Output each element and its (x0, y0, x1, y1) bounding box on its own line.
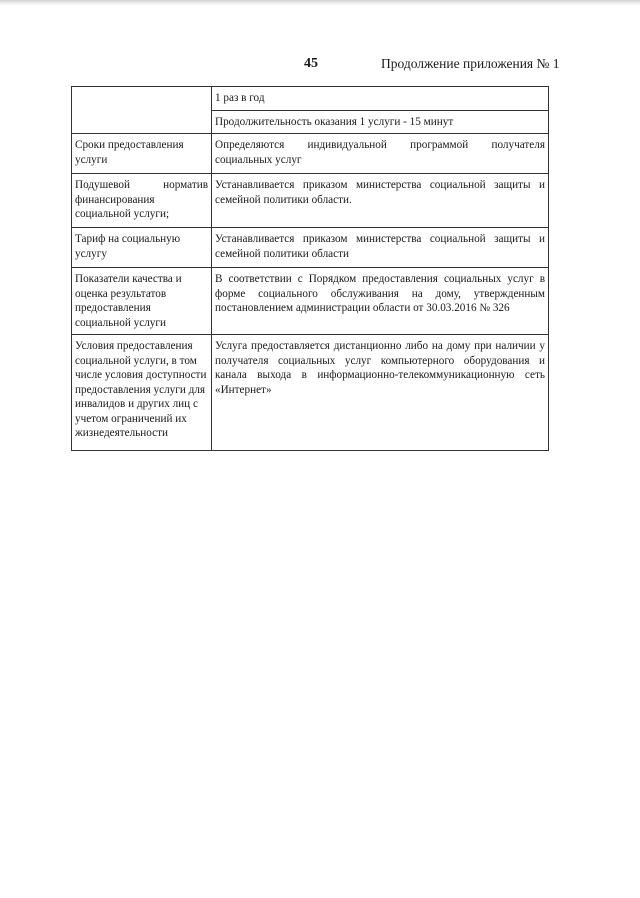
service-table (71, 86, 549, 451)
row-value-quality: В соответствии с Порядком предоставления социальных услуг в форме социального обслуживания на дому, утвержденным постановлением администрации области от 30.03.2016 № 326 (212, 268, 549, 335)
row-value-terms (212, 134, 549, 174)
row-label-norm (72, 174, 212, 228)
row-value-conditions: Услуга предоставляется дистанционно либо на дому при наличии у получателя социальных услуг компьютерного оборудования и канала выхода в информационно-телекоммуникационную сеть «Интернет» (212, 335, 549, 451)
norm-first-line (75, 178, 208, 193)
norm-word: Подушевой (75, 179, 131, 191)
row-value-duration: Продолжительность оказания 1 услуги - 15 минут (212, 110, 549, 134)
terms-word: получателя (491, 139, 545, 151)
scan-edge (0, 0, 640, 14)
table-row (72, 134, 549, 174)
page-number: 45 (304, 56, 318, 71)
row-value-norm: Устанавливается приказом министерства социальной защиты и семейной политики области. (212, 174, 549, 228)
row-value-frequency: 1 раз в год (212, 87, 549, 111)
norm-rest: финансирования социальной услуги; (75, 193, 170, 220)
row-label-conditions: Условия предоставления социальной услуги, в том числе условия доступности предоставления услуги для инвалидов и других лиц с учетом ограничений их жизнедеятельности (72, 335, 212, 451)
terms-word: программой (410, 139, 469, 151)
table-row (72, 335, 549, 451)
table-row (72, 174, 549, 228)
terms-first-line (215, 138, 545, 153)
norm-word: норматив (163, 179, 208, 191)
terms-word: индивидуальной (307, 139, 387, 151)
terms-word: Определяются (215, 139, 285, 151)
row-label-terms: Сроки предоставления услуги (72, 134, 212, 174)
row-label-tariff: Тариф на социальную услугу (72, 228, 212, 268)
row-label-quality: Показатели качества и оценка результатов предоставления социальной услуги (72, 268, 212, 335)
terms-rest: социальных услуг (215, 153, 302, 166)
table-row (72, 268, 549, 335)
table-row (72, 87, 549, 111)
row-label-empty (72, 87, 212, 134)
table-row (72, 228, 549, 268)
appendix-caption: Продолжение приложения № 1 (381, 56, 560, 71)
row-value-tariff: Устанавливается приказом министерства социальной защиты и семейной политики области (212, 228, 549, 268)
